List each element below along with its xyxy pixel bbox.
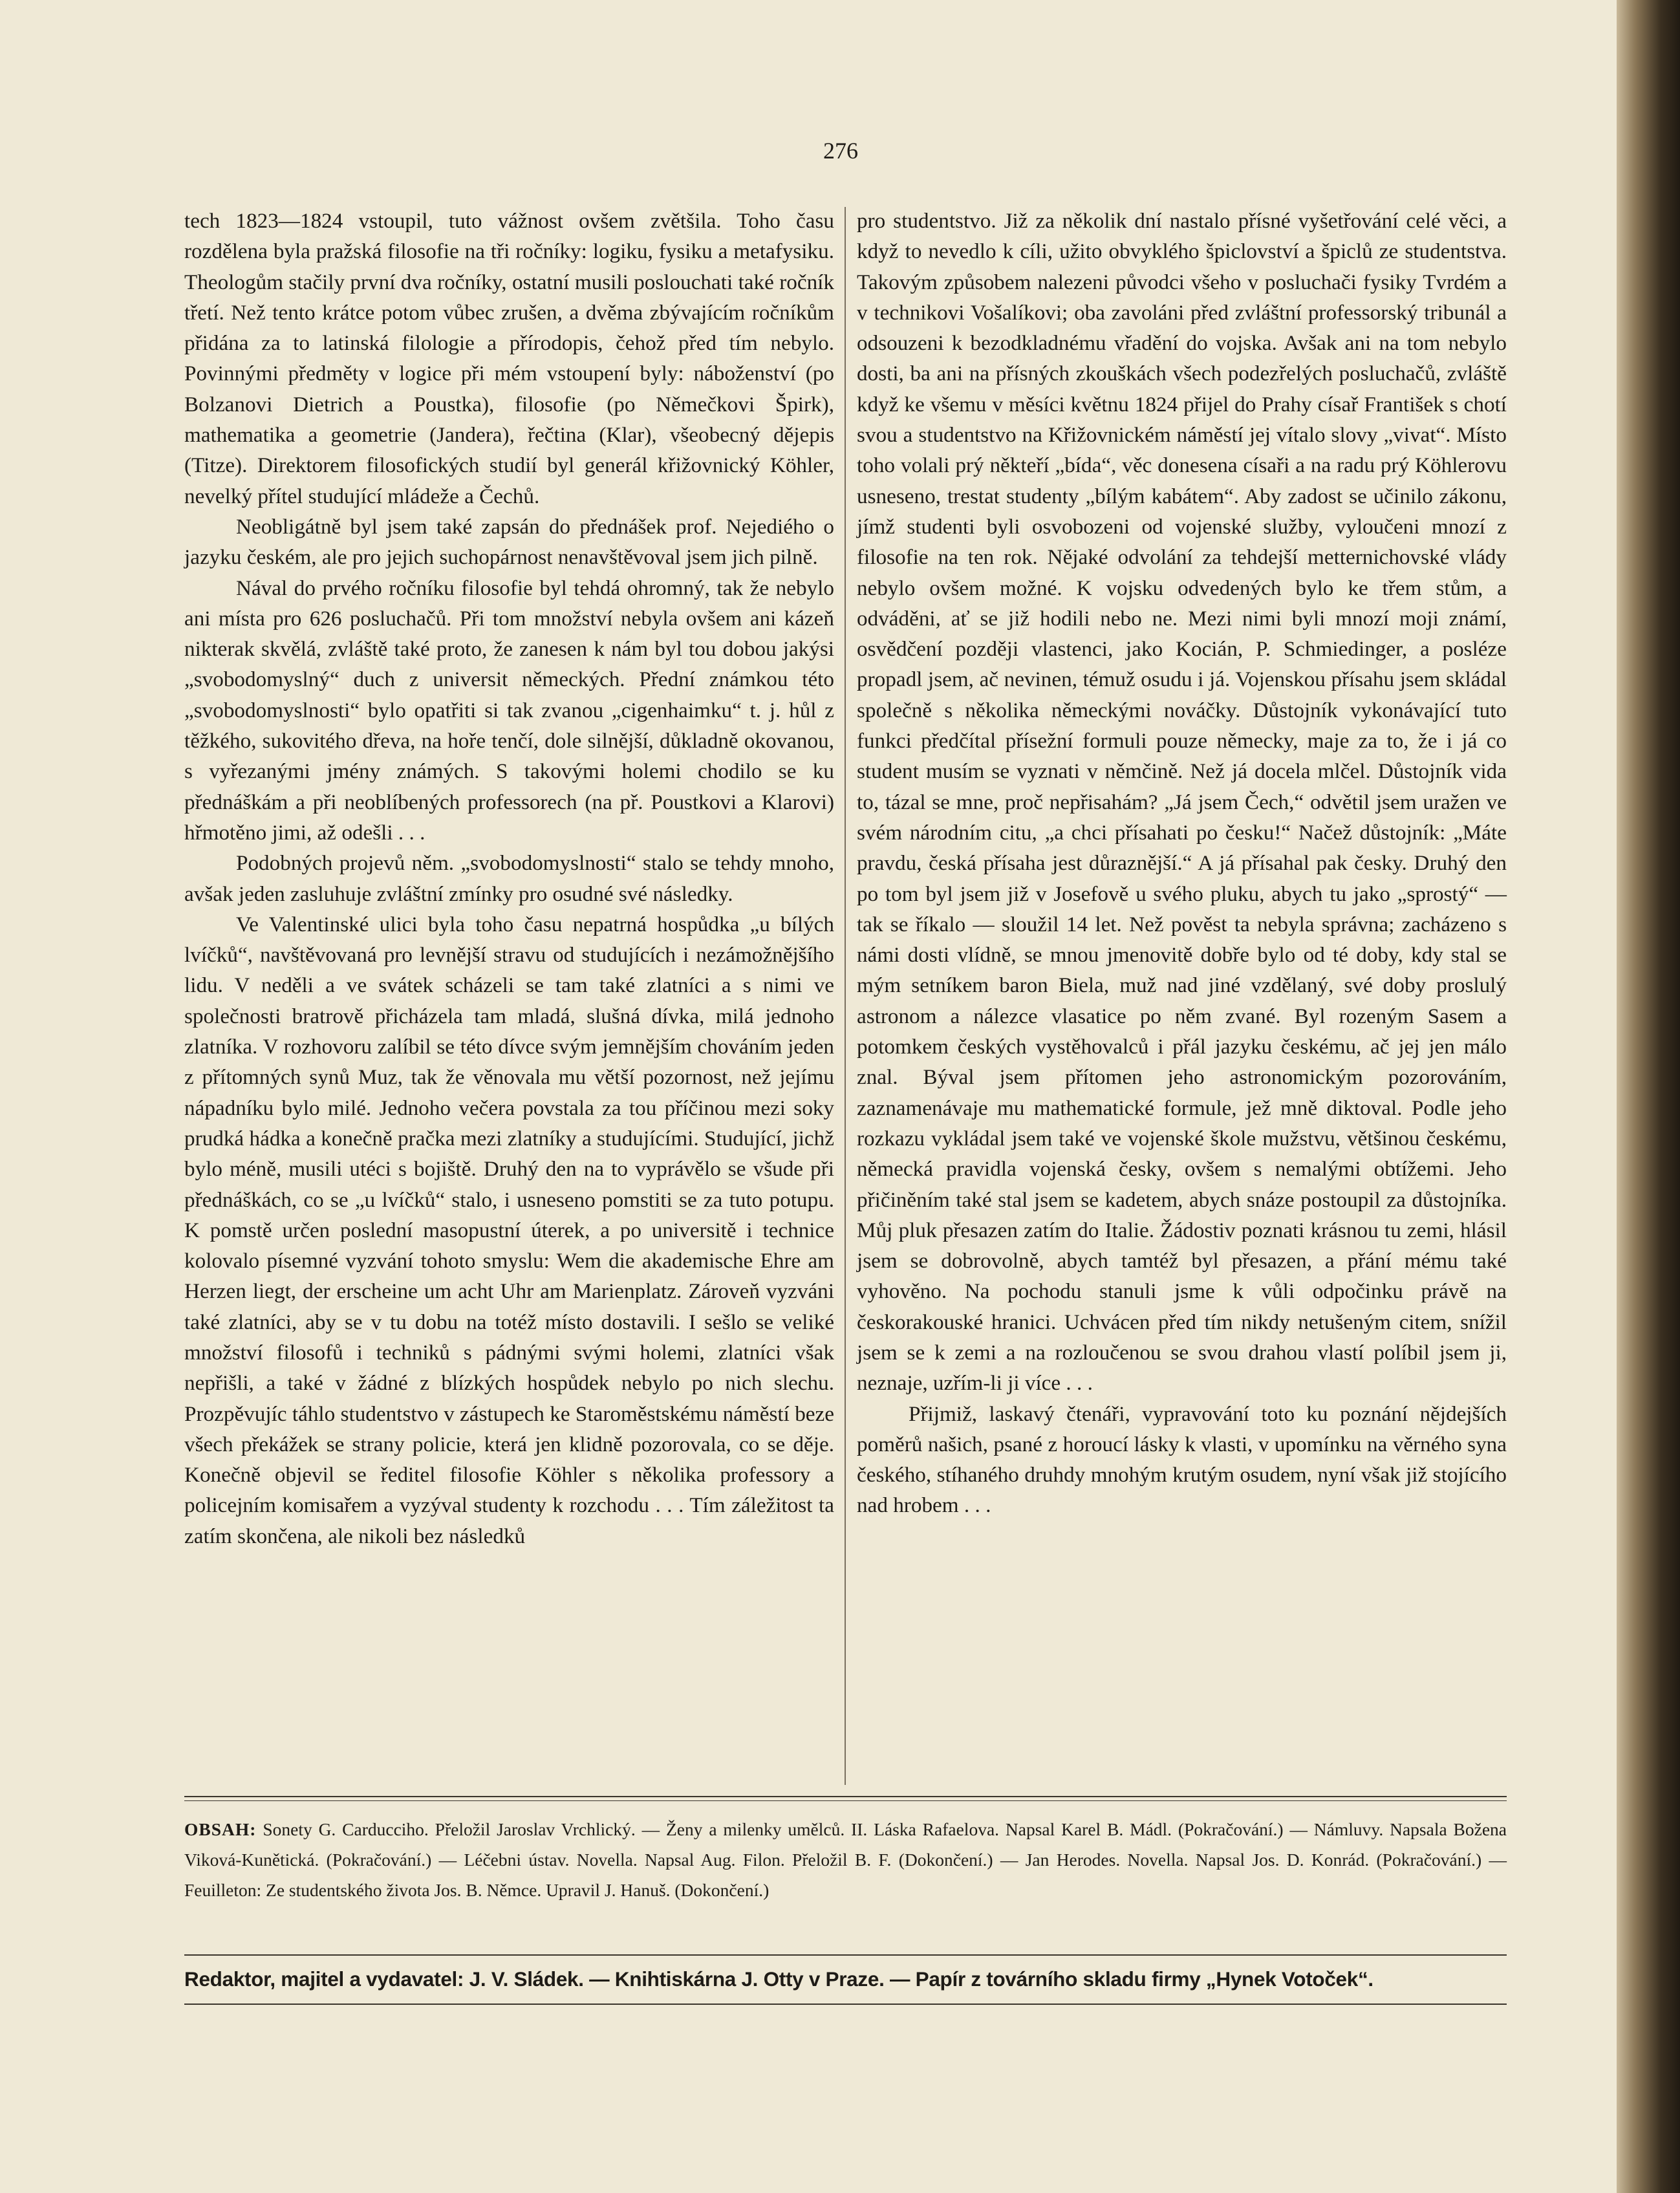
column-divider — [845, 207, 846, 1785]
paragraph: Neobligátně byl jsem také zapsán do přednášek prof. Nejediého o jazyku českém, ale pro jejich suchopárnost nenavštěvoval jsem jich pilně. — [184, 514, 834, 570]
paragraph: Podobných projevů něm. „svobodomyslnosti“ stalo se tehdy mnoho, avšak jeden zasluhuje zvláštní zmínky pro osudné své následky. — [184, 851, 834, 906]
right-column — [857, 206, 1507, 1521]
left-column — [184, 206, 834, 1551]
page-number: 276 — [823, 138, 858, 164]
divider-rule — [184, 1954, 1507, 1956]
divider-rule — [184, 1796, 1507, 1797]
contents-text: Sonety G. Carducciho. Přeložil Jaroslav Vrchlický. — Ženy a milenky umělců. II. Láska Rafaelova. Napsal Karel B. Mádl. (Pokračování.) — Námluvy. Napsala Božena Viková-Kunětická. (Pokračování.) — Léčebni ústav. Novella. Napsal Aug. Filon. Přeložil B. F. (Dokončení.) — Jan Herodes. Novella. Napsal Jos. D. Konrád. (Pokračování.) — Feuilleton: Ze studentského života Jos. B. Němce. Upravil J. Hanuš. (Dokončení.) — [184, 1819, 1507, 1900]
contents-label: OBSAH: — [184, 1819, 257, 1839]
book-spine-edge — [1617, 0, 1680, 2193]
paragraph: Nával do prvého ročníku filosofie byl tehdá ohromný, tak že nebylo ani místa pro 626 posluchačů. Při tom množství nebyla ovšem ani kázeň nikterak skvělá, zvláště také proto, že zanesen k nám byl tou dobou jakýsi „svobodomyslný“ duch z universit německých. Přední známkou této „svobodomyslnosti“ bylo opatřiti si tak zvanou „cigenhaimku“ t. j. hůl z těžkého, sukovitého dřeva, na hoře tenčí, dole silnější, důkladně okovanou, s vyřezanými jmény známých. S takovými holemi chodilo se ku přednáškám a při neoblíbených professorech (na př. Poustkovi a Klarovi) hřmotěno jimi, až odešli . . . — [184, 576, 834, 845]
paragraph: Ve Valentinské ulici byla toho času nepatrná hospůdka „u bílých lvíčků“, navštěvovaná pro levnější stravu od studujících i nezámožnějšího lidu. V neděli a ve svátek scházeli se tam také zlatníci a s nimi ve společnosti bratrově přicházela tam mladá, slušná dívka, milá jednoho zlatníka. V rozhovoru zalíbil se této dívce svým jemnějším chováním jeden z přítomných synů Muz, tak že věnovala mu větší pozornost, než jejímu nápadníku bylo milé. Jednoho večera povstala za tou příčinou mezi soky prudká hádka a konečně pračka mezi zlatníky a studujícími. Studující, jichž bylo méně, musili utéci s bojiště. Druhý den na to vyprávělo se všude při přednáškách, co se „u lvíčků“ stalo, i usneseno pomstiti se za tuto potupu. K pomstě určen poslední masopustní úterek, a po universitě i technice kolovalo písemné vyzvání tohoto smyslu: Wem die akademische Ehre am Herzen liegt, der erscheine um acht Uhr am Marienplatz. Zároveň vyzváni také zlatníci, aby se v tu dobu na totéž místo dostavili. I sešlo se veliké množství filosofů i techniků s pádnými svými holemi, zlatníci však nepřišli, a také v žádné z blízkých hospůdek nebylo po nich slechu. Prozpěvujíc táhlo studentstvo v zástupech ke Staroměstskému náměstí beze všech překážek se strany policie, která jen klidně pozorovala, co se děje. Konečně objevil se ředitel filosofie Köhler s několika professory a policejním komisařem a vyzýval studenty k rozchodu . . . Tím záležitost ta zatím skončena, ale nikoli bez následků — [184, 912, 834, 1548]
table-of-contents — [184, 1814, 1507, 1905]
paragraph: tech 1823—1824 vstoupil, tuto vážnost ovšem zvětšila. Toho času rozdělena byla pražská filosofie na tři ročníky: logiku, fysiku a metafysiku. Theologům stačily první dva ročníky, ostatní musili poslouchati také ročník třetí. Než tento krátce potom vůbec zrušen, a dvěma zbývajícím ročníkům přidána za to latinská filologie a přírodopis, čehož před tím nebylo. Povinnými předměty v logice při mém vstoupení byly: náboženství (po Bolzanovi Dietrich a Poustka), filosofie (po Němečkovi Špirk), mathematika a geometrie (Jandera), řečtina (Klar), všeobecný dějepis (Titze). Direktorem filosofických studií byl generál křižovnický Köhler, nevelký přítel studující mládeže a Čechů. — [184, 209, 834, 508]
imprint-line: Redaktor, majitel a vydavatel: J. V. Sládek. — Knihtiskárna J. Otty v Praze. — Papír z továrního skladu firmy „Hynek Votoček“. — [184, 1967, 1373, 1991]
divider-rule — [184, 2004, 1507, 2005]
divider-rule — [184, 1800, 1507, 1801]
paragraph: Přijmiž, laskavý čtenáři, vypravování toto ku poznání nějdejších poměrů našich, psané z horoucí lásky k vlasti, v upomínku na věrného syna českého, stíhaného druhdy mnohým krutým osudem, nyní však již stojícího nad hrobem . . . — [857, 1401, 1507, 1518]
paragraph: pro studentstvo. Již za několik dní nastalo přísné vyšetřování celé věci, a když to nevedlo k cíli, užito obvyklého špiclovství a špiclů ze studentstva. Takovým způsobem nalezeni původci všeho v posluchači fysiky Tvrdém a v technikovi Vošalíkovi; oba zavoláni před zvláštní professorský tribunál a odsouzeni k bezodkladnému vřadění do vojska. Avšak ani na tom nebylo dosti, ba ani na přísných zkouškách všech podezřelých posluchačů, zvláště když ke všemu v měsíci květnu 1824 přijel do Prahy císař František s chotí svou a studentstvo na Křižovnickém náměstí jej vítalo slovy „vivat“. Místo toho volali prý někteří „bída“, věc donesena císaři a na radu prý Köhlerovu usneseno, trestat studenty „bílým kabátem“. Aby zadost se učinilo zákonu, jímž studenti byli osvobozeni od vojenské služby, vyloučeni mnozí z filosofie na ten rok. Nějaké odvolání za tehdejší metternichovské vlády nebylo ovšem možné. K vojsku odvedených bylo ke třem stům, a odváděni, ať se již hodili nebo ne. Mezi nimi byli mnozí moji známí, osvědčení později vlastenci, jako Kocián, P. Schmiedinger, a posléze propadl jsem, ač nevinen, témuž osudu i já. Vojenskou přísahu jsem skládal společně s několika německými nováčky. Důstojník vykonávající tuto funkci předčítal přísežní formuli pouze německy, maje za to, že i já co student musím se vyznati v němčině. Než já docela mlčel. Důstojník vida to, tázal se mne, proč nepřisahám? „Já jsem Čech,“ odvětil jsem uražen ve svém národním citu, „a chci přísahati po česku!“ Načež důstojník: „Máte pravdu, česká přísaha jest důraznější.“ A já přísahal pak česky. Druhý den po tom byl jsem již v Josefově u svého pluku, abych tu jako „sprostý“ — tak se říkalo — sloužil 14 let. Než pověst ta nebyla správna; zacházeno s námi dosti vlídně, se mnou jmenovitě dobře bylo od té doby, kdy stal se mým setníkem baron Biela, muž nad jiné vzdělaný, své doby proslulý astronom a nálezce vlasatice po něm zvané. Byl rozeným Sasem a potomkem českých vystěhovalců i přál jazyku českému, ač jej jen málo znal. Býval jsem přítomen jeho astronomickým pozorováním, zaznamenávaje mu mathematické formule, jež mně diktoval. Podle jeho rozkazu vykládal jsem také ve vojenské škole mužstvu, většinou českému, německá pravidla vojenská česky, ovšem s nemalými obtížemi. Jeho přičiněním také stal jsem se kadetem, abych snáze postoupil za důstojníka. Můj pluk přesazen zatím do Italie. Žádostiv poznati krásnou tu zemi, hlásil jsem se dobrovolně, abych tamtéž byl přesazen, a přání mému také vyhověno. Na pochodu stanuli jsme k vůli odpočinku právě na českorakouské hranici. Uchvácen před tím nikdy netušeným citem, snížil jsem se k zemi a na rozloučenou se svou drahou vlastí políbil jsem ji, neznaje, uzřím-li ji více . . . — [857, 209, 1507, 1396]
